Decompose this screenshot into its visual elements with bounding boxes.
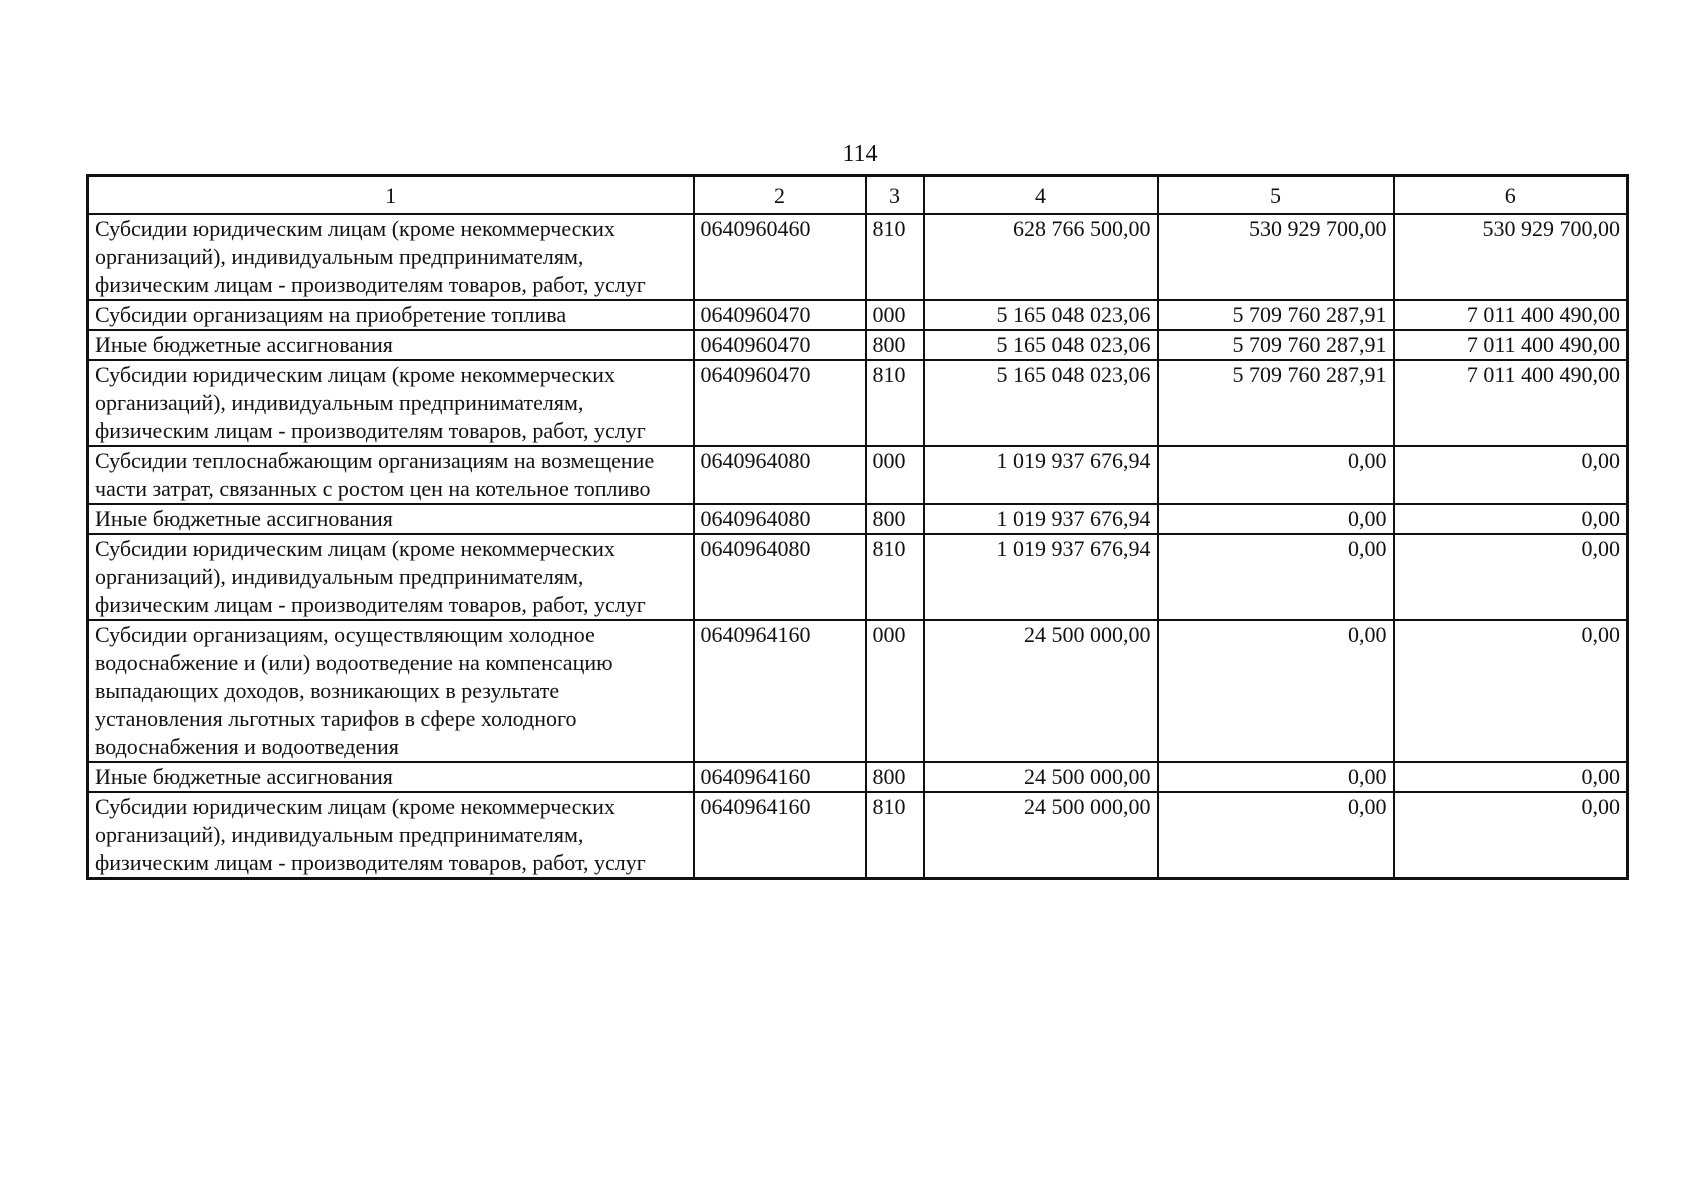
- row-vr: 810: [866, 792, 924, 879]
- row-amount-6: 530 929 700,00: [1394, 214, 1628, 300]
- table-row: [88, 504, 1628, 534]
- row-vr: 810: [866, 534, 924, 620]
- table-row: [88, 214, 1628, 300]
- row-amount-6: 0,00: [1394, 762, 1628, 792]
- row-amount-5: 0,00: [1158, 620, 1394, 762]
- row-csr: 0640960460: [694, 214, 866, 300]
- row-amount-5: 0,00: [1158, 504, 1394, 534]
- row-name: Иные бюджетные ассигнования: [88, 762, 694, 792]
- row-name: Иные бюджетные ассигнования: [88, 504, 694, 534]
- row-amount-6: 0,00: [1394, 620, 1628, 762]
- row-vr: 000: [866, 300, 924, 330]
- row-amount-6: 0,00: [1394, 504, 1628, 534]
- row-name: Субсидии теплоснабжающим организациям на возмещение части затрат, связанных с ростом цен на котельное топливо: [88, 446, 694, 504]
- row-csr: 0640960470: [694, 360, 866, 446]
- row-amount-6: 0,00: [1394, 792, 1628, 879]
- row-amount-4: 5 165 048 023,06: [924, 360, 1158, 446]
- row-amount-4: 1 019 937 676,94: [924, 534, 1158, 620]
- table-row: [88, 330, 1628, 360]
- row-csr: 0640960470: [694, 300, 866, 330]
- row-vr: 800: [866, 330, 924, 360]
- row-amount-5: 0,00: [1158, 446, 1394, 504]
- row-csr: 0640964080: [694, 534, 866, 620]
- row-amount-6: 0,00: [1394, 534, 1628, 620]
- row-vr: 800: [866, 762, 924, 792]
- row-amount-5: 5 709 760 287,91: [1158, 330, 1394, 360]
- header-cell: 6: [1394, 176, 1628, 215]
- row-amount-4: 1 019 937 676,94: [924, 446, 1158, 504]
- header-cell: 4: [924, 176, 1158, 215]
- row-amount-5: 0,00: [1158, 534, 1394, 620]
- row-vr: 800: [866, 504, 924, 534]
- row-amount-4: 5 165 048 023,06: [924, 330, 1158, 360]
- row-amount-4: 628 766 500,00: [924, 214, 1158, 300]
- row-amount-6: 7 011 400 490,00: [1394, 330, 1628, 360]
- row-amount-4: 5 165 048 023,06: [924, 300, 1158, 330]
- row-amount-6: 7 011 400 490,00: [1394, 360, 1628, 446]
- row-csr: 0640964160: [694, 762, 866, 792]
- row-name: Субсидии юридическим лицам (кроме некоммерческих организаций), индивидуальным предпринимателям, физическим лицам - производителям товаров, работ, услуг: [88, 534, 694, 620]
- row-vr: 000: [866, 446, 924, 504]
- row-name: Субсидии юридическим лицам (кроме некоммерческих организаций), индивидуальным предпринимателям, физическим лицам - производителям товаров, работ, услуг: [88, 360, 694, 446]
- row-csr: 0640964080: [694, 446, 866, 504]
- row-amount-5: 0,00: [1158, 762, 1394, 792]
- row-name: Субсидии организациям, осуществляющим холодное водоснабжение и (или) водоотведение на компенсацию выпадающих доходов, возникающих в результате установления льготных тарифов в сфере холодного водоснабжения и водоотведения: [88, 620, 694, 762]
- row-amount-4: 1 019 937 676,94: [924, 504, 1158, 534]
- row-amount-5: 0,00: [1158, 792, 1394, 879]
- row-amount-5: 530 929 700,00: [1158, 214, 1394, 300]
- header-row: [88, 176, 1628, 215]
- row-amount-4: 24 500 000,00: [924, 620, 1158, 762]
- page-number: 114: [842, 141, 878, 167]
- table-row: [88, 534, 1628, 620]
- row-csr: 0640964160: [694, 792, 866, 879]
- row-amount-6: 7 011 400 490,00: [1394, 300, 1628, 330]
- row-vr: 000: [866, 620, 924, 762]
- row-name: Субсидии юридическим лицам (кроме некоммерческих организаций), индивидуальным предпринимателям, физическим лицам - производителям товаров, работ, услуг: [88, 792, 694, 879]
- table-row: [88, 792, 1628, 879]
- row-name: Субсидии юридическим лицам (кроме некоммерческих организаций), индивидуальным предпринимателям, физическим лицам - производителям товаров, работ, услуг: [88, 214, 694, 300]
- table-row: [88, 300, 1628, 330]
- header-cell: 1: [88, 176, 694, 215]
- row-name: Субсидии организациям на приобретение топлива: [88, 300, 694, 330]
- row-csr: 0640964160: [694, 620, 866, 762]
- row-csr: 0640960470: [694, 330, 866, 360]
- row-amount-5: 5 709 760 287,91: [1158, 360, 1394, 446]
- table-row: [88, 446, 1628, 504]
- row-amount-4: 24 500 000,00: [924, 762, 1158, 792]
- row-amount-6: 0,00: [1394, 446, 1628, 504]
- row-amount-5: 5 709 760 287,91: [1158, 300, 1394, 330]
- table-row: [88, 620, 1628, 762]
- row-amount-4: 24 500 000,00: [924, 792, 1158, 879]
- table-row: [88, 762, 1628, 792]
- header-cell: 5: [1158, 176, 1394, 215]
- row-name: Иные бюджетные ассигнования: [88, 330, 694, 360]
- row-csr: 0640964080: [694, 504, 866, 534]
- row-vr: 810: [866, 214, 924, 300]
- budget-table: [86, 174, 1629, 880]
- header-cell: 3: [866, 176, 924, 215]
- header-cell: 2: [694, 176, 866, 215]
- row-vr: 810: [866, 360, 924, 446]
- table-row: [88, 360, 1628, 446]
